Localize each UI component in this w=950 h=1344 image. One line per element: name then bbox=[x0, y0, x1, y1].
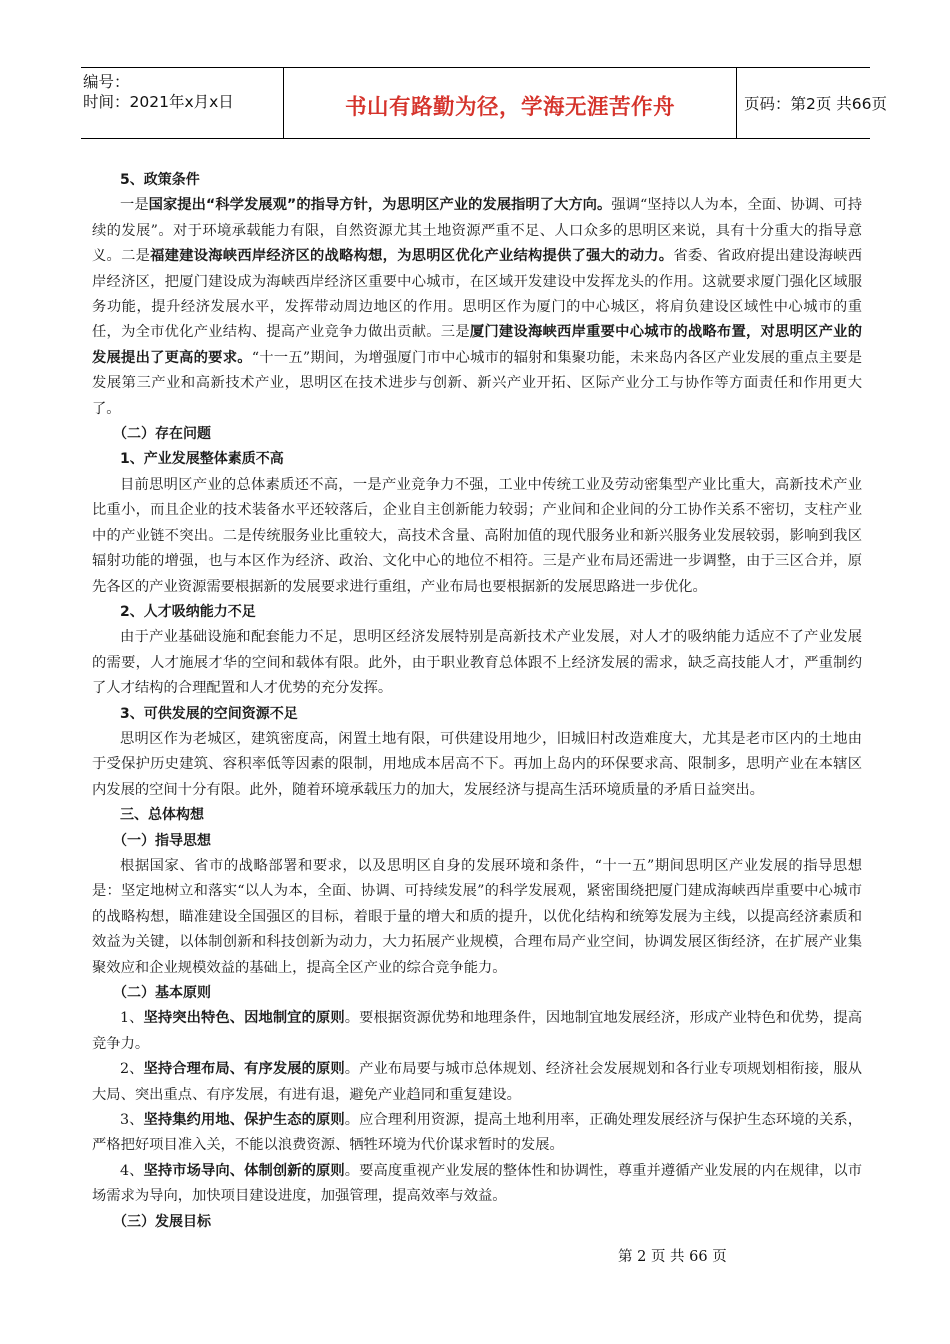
principle-item: 4、坚持市场导向、体制创新的原则。要高度重视产业发展的整体性和协调性，尊重并遵循产业发展的内在规律，以市场需求为导向，加快项目建设进度，加强管理，提高效率与效益。 bbox=[92, 1162, 862, 1205]
principle-title: 坚持市场导向、体制创新的原则 bbox=[143, 1162, 345, 1179]
section-heading: （二）基本原则 bbox=[113, 985, 211, 1001]
section-heading: （二）存在问题 bbox=[113, 426, 211, 443]
document-date-label: 时间：2021年x月x日 bbox=[83, 93, 234, 111]
paragraph: 根据国家、省市的战略部署和要求，以及思明区自身的发展环境和条件，“十一五”期间思明区产业发展的指导思想是：坚定地树立和落实“以人为本，全面、协调、可持续发展”的科学发展观，紧密围绕把厦门建成海峡西岸重要中心城市的战略构想，瞄准建设全国强区的目标，着眼于量的增大和质的提升，以优化结构和统筹发展为主线，以提高经济素质和效益为关键，以体制创新和科技创新为动力，大力拓展产业规模，合理布局产业空间，协调发展区街经济，在扩展产业集聚效应和企业规模效益的基础上，提高全区产业的综合竞争能力。 bbox=[92, 857, 862, 976]
principle-title: 坚持合理布局、有序发展的原则 bbox=[143, 1061, 345, 1078]
page-header bbox=[81, 67, 888, 139]
chapter-heading: 三、总体构想 bbox=[120, 807, 204, 824]
subsection-heading: 3、可供发展的空间资源不足 bbox=[120, 705, 298, 722]
principle-title: 坚持集约用地、保护生态的原则 bbox=[143, 1112, 345, 1129]
header-meta bbox=[81, 68, 283, 138]
footer-page-number: 第 2 页 共 66 页 bbox=[618, 1249, 727, 1265]
motto-text: 书山有路勤为径，学海无涯苦作舟 bbox=[344, 94, 675, 120]
paragraph: 思明区作为老城区，建筑密度高，闲置土地有限，可供建设用地少，旧城旧村改造难度大，尤其是老市区内的土地由于受保护历史建筑、容积率低等因素的限制，用地成本居高不下。再加上岛内的环保要求高、限制多，思明产业在本辖区内发展的空间十分有限。此外，随着环境承载压力的加大，发展经济与提高生活环境质量的矛盾日益突出。 bbox=[92, 730, 862, 798]
section-heading: （一）指导思想 bbox=[113, 832, 211, 849]
bold-emphasis: 厦门建设海峡西岸重要中心城市的战略布置，对思明区产业的发展提出了更高的要求。 bbox=[92, 324, 863, 366]
paragraph: 由于产业基础设施和配套能力不足，思明区经济发展特别是高新技术产业发展，对人才的吸纳能力适应不了产业发展的需要，人才施展才华的空间和载体有限。此外，由于职业教育总体跟不上经济发展的需求，缺乏高技能人才，严重制约了人才结构的合理配置和人才优势的充分发挥。 bbox=[92, 629, 862, 697]
bold-emphasis: 国家提出“科学发展观”的指导方针，为思明区产业的发展指明了大方向。 bbox=[148, 197, 612, 214]
page-number-label: 页码：第2页 共66页 bbox=[744, 95, 888, 113]
bold-emphasis: 福建建设海峡西岸经济区的战略构想，为思明区优化产业结构提供了强大的动力。 bbox=[150, 248, 674, 265]
principle-title: 坚持突出特色、因地制宜的原则 bbox=[143, 1010, 345, 1027]
document-body bbox=[92, 168, 862, 1235]
document-number-label: 编号： bbox=[83, 73, 130, 91]
header-page-cell bbox=[744, 68, 888, 138]
subsection-heading: 2、人才吸纳能力不足 bbox=[120, 603, 256, 620]
principle-item: 1、坚持突出特色、因地制宜的原则。要根据资源优势和地理条件，因地制宜地发展经济，形成产业特色和优势，提高竞争力。 bbox=[92, 1010, 862, 1052]
paragraph: 目前思明区产业的总体素质还不高，一是产业竞争力不强，工业中传统工业及劳动密集型产业比重大，高新技术产业比重小，而且企业的技术装备水平还较落后，企业自主创新能力较弱；产业间和企业间的分工协作关系不密切，支柱产业中的产业链不突出。二是传统服务业比重较大，高技术含量、高附加值的现代服务业和新兴服务业发展较弱，影响到我区辐射功能的增强，也与本区作为经济、政治、文化中心的地位不相符。三是产业布局还需进一步调整，由于三区合并，原先各区的产业资源需要根据新的发展要求进行重组，产业布局也要根据新的发展思路进一步优化。 bbox=[92, 476, 862, 595]
principle-item: 3、坚持集约用地、保护生态的原则。应合理利用资源，提高土地利用率，正确处理发展经济与保护生态环境的关系，严格把好项目准入关，不能以浪费资源、牺牲环境为代价谋求暂时的发展。 bbox=[92, 1112, 862, 1154]
header-motto-cell bbox=[283, 68, 737, 138]
subsection-heading: 1、产业发展整体素质不高 bbox=[120, 451, 284, 468]
section-heading: （三）发展目标 bbox=[113, 1213, 211, 1230]
section-heading: 5、政策条件 bbox=[120, 172, 200, 188]
principle-item: 2、坚持合理布局、有序发展的原则。产业布局要与城市总体规划、经济社会发展规划和各行业专项规划相衔接，服从大局、突出重点、有序发展，有进有退，避免产业趋同和重复建设。 bbox=[92, 1061, 862, 1103]
paragraph: 一是国家提出“科学发展观”的指导方针，为思明区产业的发展指明了大方向。强调“坚持以人为本，全面、协调、可持续的发展”。对于环境承载能力有限，自然资源尤其土地资源严重不足、人口众多的思明区来说，具有十分重大的指导意义。二是福建建设海峡西岸经济区的战略构想，为思明区优化产业结构提供了强大的动力。省委、省政府提出建设海峡西岸经济区，把厦门建设成为海峡西岸经济区重要中心城市，在区域开发建设中发挥龙头的作用。这就要求厦门强化区域服务功能，提升经济发展水平，发挥带动周边地区的作用。思明区作为厦门的中心城区，将肩负建设区域性中心城市的重任，为全市优化产业结构、提高产业竞争力做出贡献。三是厦门建设海峡西岸重要中心城市的战略布置，对思明区产业的发展提出了更高的要求。“十一五”期间，为增强厦门市中心城市的辐射和集聚功能，未来岛内各区产业发展的重点主要是发展第三产业和高新技术产业，思明区在技术进步与创新、新兴产业开拓、区际产业分工与协作等方面责任和作用更大了。 bbox=[92, 197, 863, 417]
